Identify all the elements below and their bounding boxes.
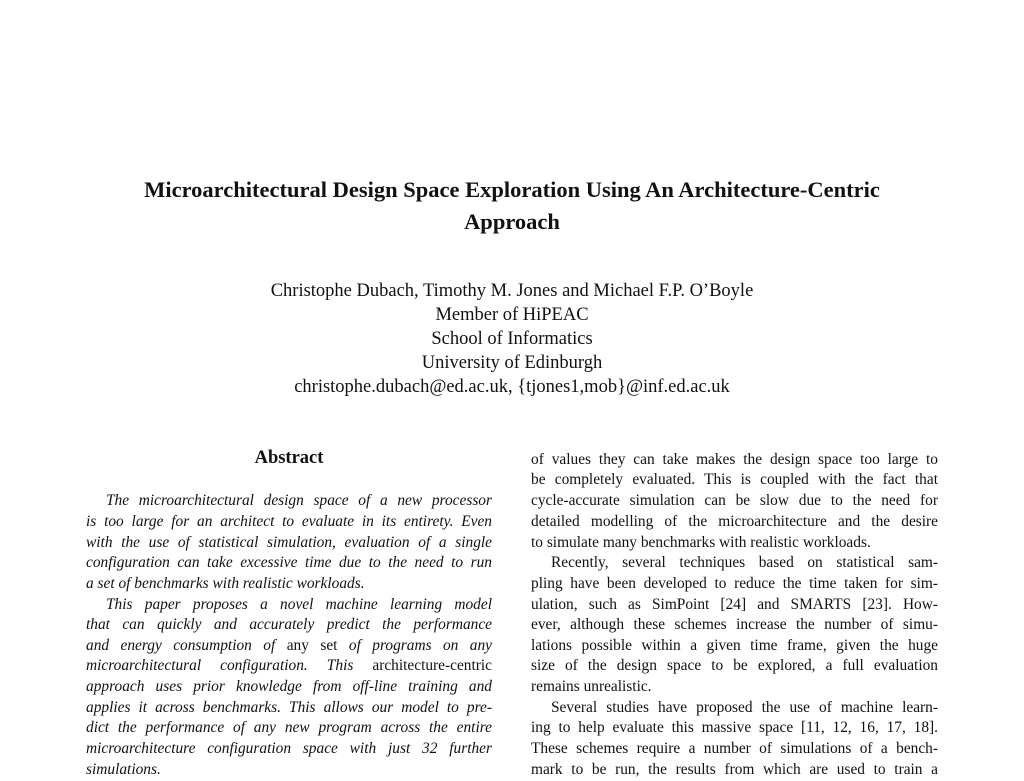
body-line: cycle-accurate simulation can be slow due to the need for xyxy=(531,492,938,509)
body-line: to simulate many benchmarks with realistic workloads. xyxy=(531,534,871,551)
body-line: be completely evaluated. This is coupled with the fact that xyxy=(531,471,938,488)
abstract-fragment-emphasis: set xyxy=(320,637,338,654)
body-line: These schemes require a number of simulations of a bench- xyxy=(531,740,938,757)
author-university: University of Edinburgh xyxy=(421,353,603,373)
abstract-fragment: and energy consumption of xyxy=(86,637,276,654)
body-line: size of the design space to be explored, a full evaluation xyxy=(531,657,938,674)
abstract-line xyxy=(86,656,492,677)
body-line: lations possible within a given time frame, given the huge xyxy=(531,637,938,654)
abstract-fragment-emphasis: architecture-centric xyxy=(372,657,492,674)
abstract-line xyxy=(86,636,492,657)
abstract-fragment: microarchitectural configuration. This xyxy=(86,657,354,674)
abstract-line: a set of benchmarks with realistic workloads. xyxy=(86,575,365,592)
abstract-line: This paper proposes a novel machine learning model xyxy=(106,596,492,613)
body-line: detailed modelling of the microarchitecture and the desire xyxy=(531,513,938,530)
author-block xyxy=(60,279,964,399)
abstract-fragment: of programs on any xyxy=(348,637,492,654)
abstract-line: applies it across benchmarks. This allows our model to pre- xyxy=(86,699,492,716)
abstract-heading: Abstract xyxy=(254,448,324,468)
abstract-line: with the use of statistical simulation, evaluation of a single xyxy=(86,534,492,551)
body-line: ing to help evaluate this massive space [11, 12, 16, 17, 18]. xyxy=(531,719,938,736)
author-emails: christophe.dubach@ed.ac.uk, {tjones1,mob}@inf.ed.ac.uk xyxy=(294,377,730,397)
body-line: pling have been developed to reduce the time taken for sim- xyxy=(531,575,938,592)
author-membership: Member of HiPEAC xyxy=(435,305,589,325)
abstract-line: is too large for an architect to evaluate in its entirety. Even xyxy=(86,513,492,530)
body-line: mark to be run, the results from which are used to train a xyxy=(531,761,938,778)
paper-title-line-1: Microarchitectural Design Space Exploration Using An Architecture-Centric xyxy=(144,177,880,202)
abstract-line: microarchitecture configuration space with just 32 further xyxy=(86,740,492,757)
body-line: Several studies have proposed the use of machine learn- xyxy=(551,699,938,716)
abstract-line: The microarchitectural design space of a new processor xyxy=(106,492,492,509)
abstract-fragment-emphasis: any xyxy=(286,637,309,654)
author-school: School of Informatics xyxy=(431,329,593,349)
abstract-line: dict the performance of any new program across the entire xyxy=(86,719,492,736)
paper-title xyxy=(60,174,964,238)
paper-title-line-2: Approach xyxy=(464,209,560,234)
body-line: of values they can take makes the design space too large to xyxy=(531,451,938,468)
author-names: Christophe Dubach, Timothy M. Jones and Michael F.P. O’Boyle xyxy=(270,281,754,301)
body-line: Recently, several techniques based on statistical sam- xyxy=(551,554,938,571)
body-line: ever, although these schemes increase the number of simu- xyxy=(531,616,938,633)
abstract-line: that can quickly and accurately predict the performance xyxy=(86,616,492,633)
abstract-line: approach uses prior knowledge from off-line training and xyxy=(86,678,492,695)
body-line: remains unrealistic. xyxy=(531,678,652,695)
body-line: ulation, such as SimPoint [24] and SMARTS [23]. How- xyxy=(531,596,938,613)
abstract-line: configuration can take excessive time due to the need to run xyxy=(86,554,492,571)
abstract-line: simulations. xyxy=(86,761,161,778)
